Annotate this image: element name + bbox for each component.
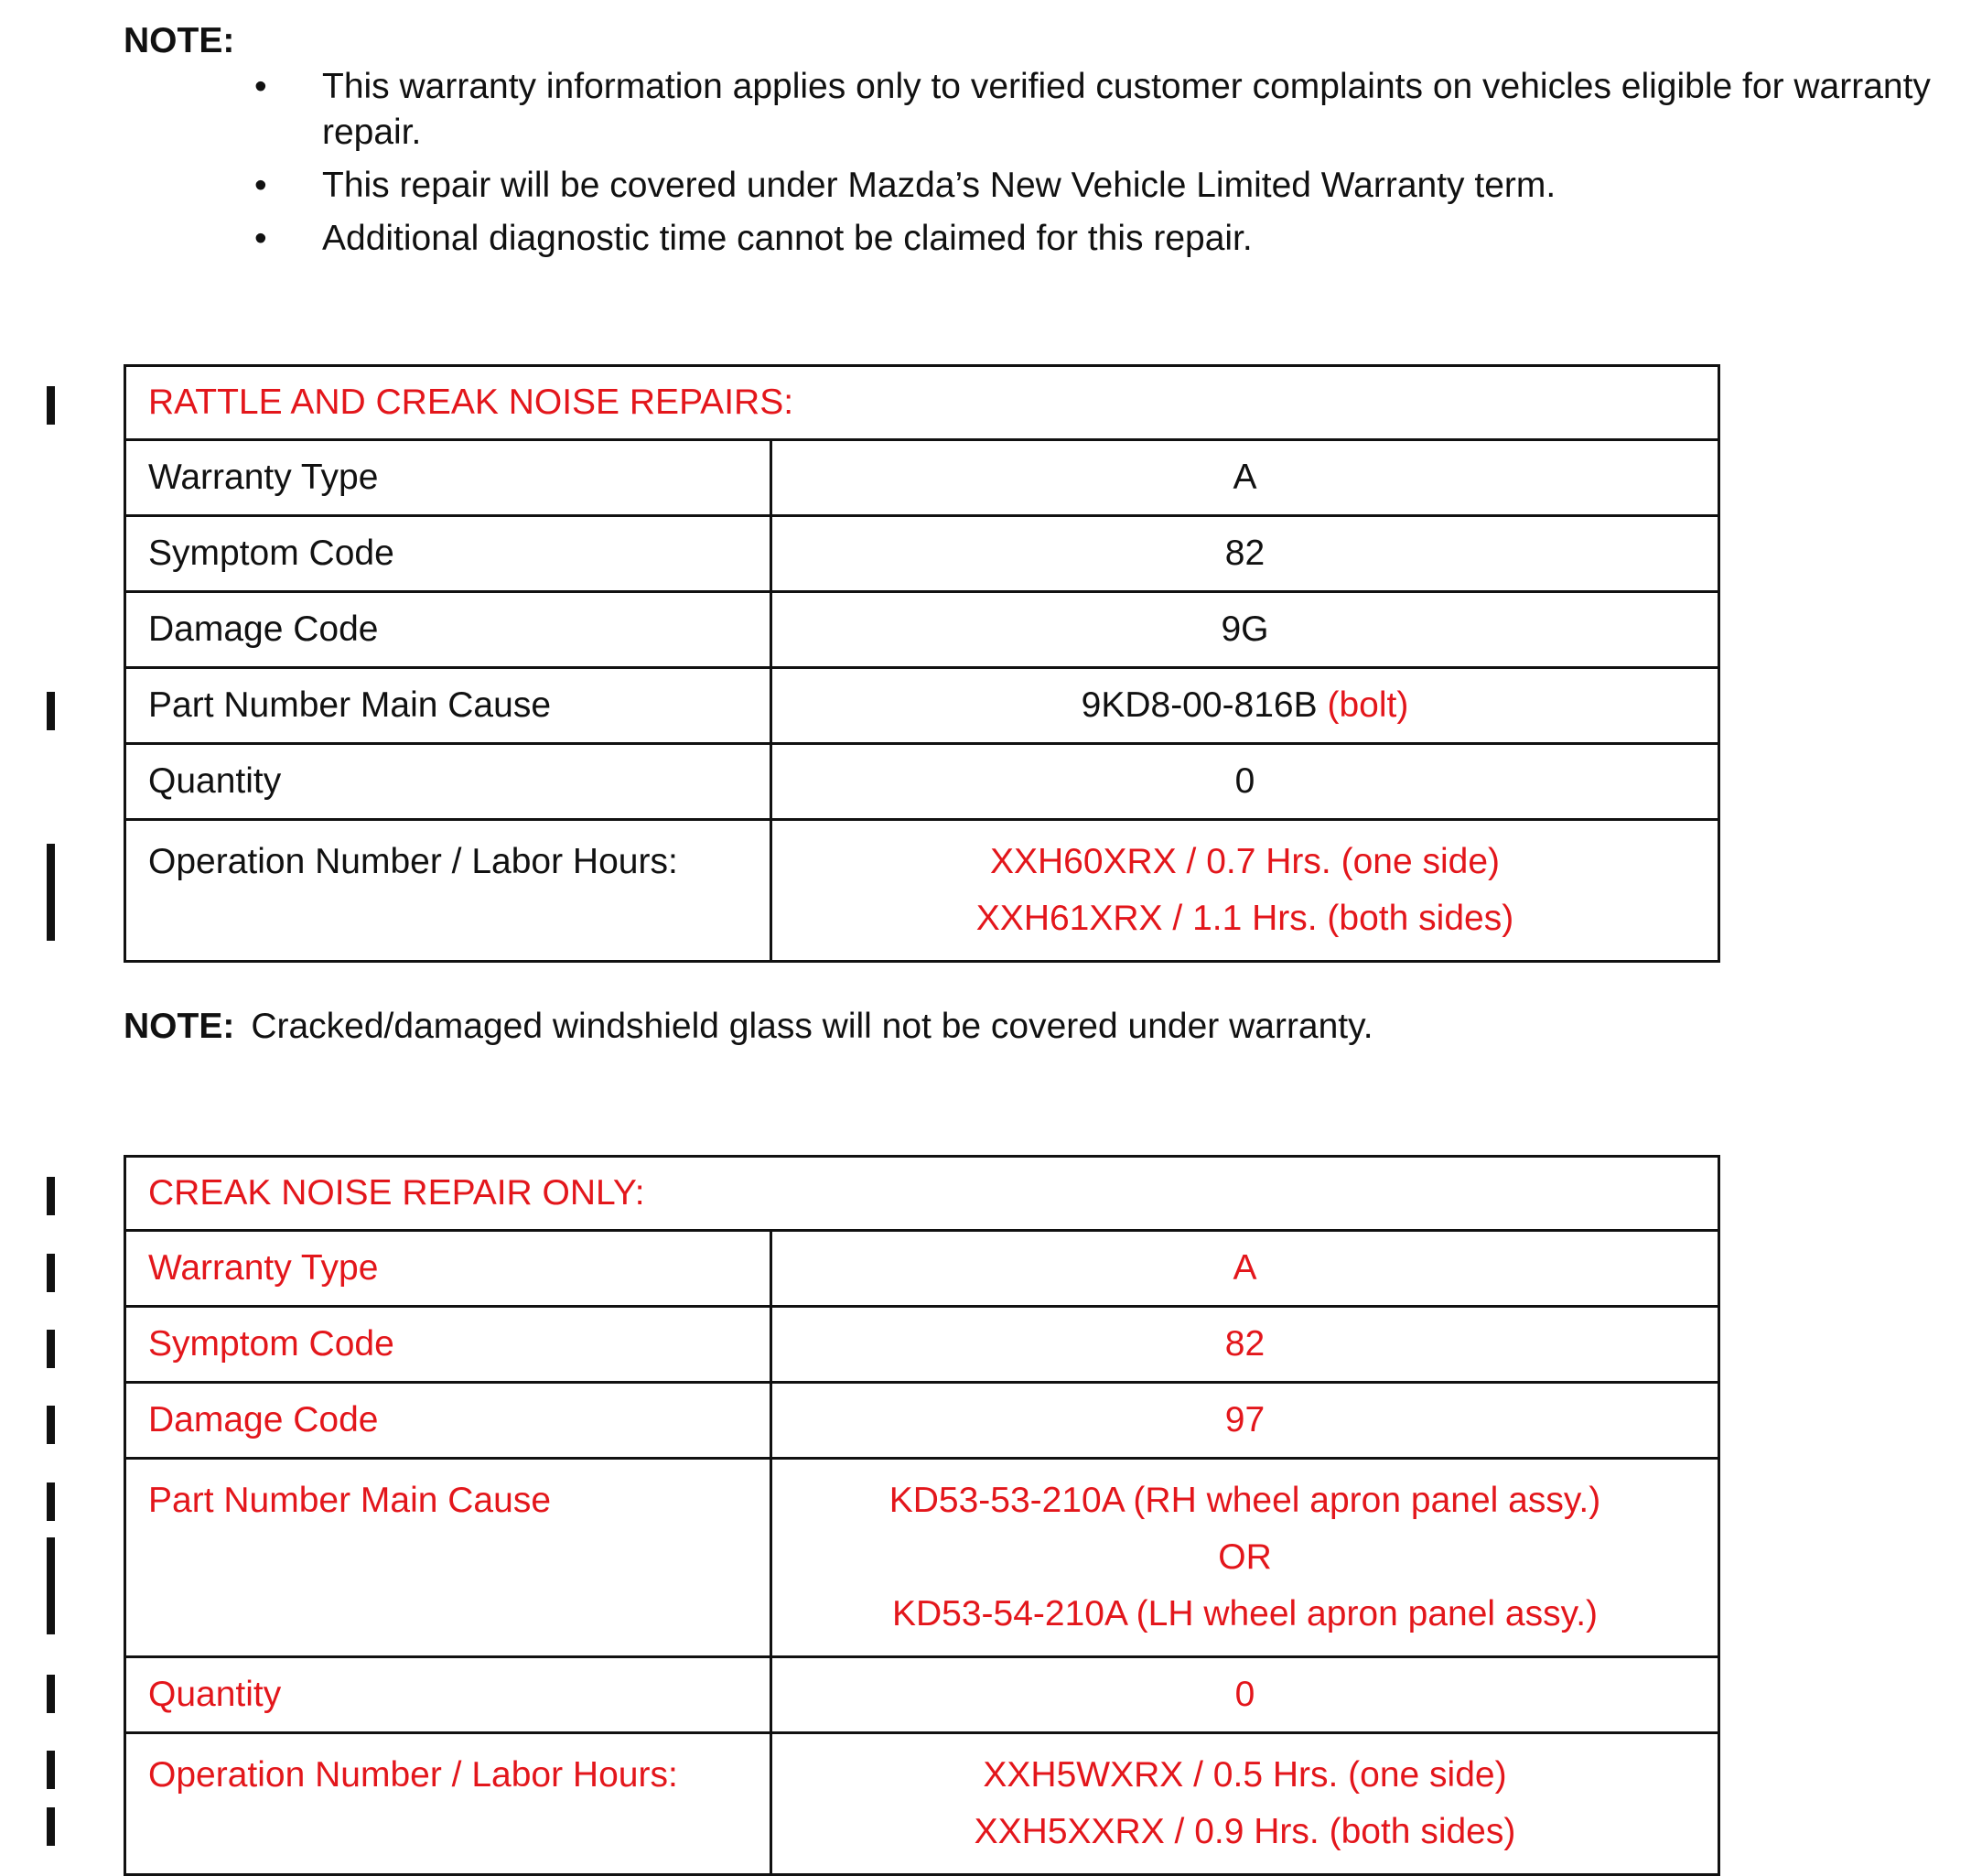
operation-line: XXH5WXRX / 0.5 Hrs. (one side) [983, 1755, 1507, 1795]
creak-repair-table [124, 1155, 1720, 1876]
row-value: 0 [771, 744, 1719, 820]
row-value [771, 820, 1719, 962]
note-bullet-text: This repair will be covered under Mazda’s New Vehicle Limited Warranty term. [322, 166, 1556, 205]
part-number: 9KD8-00-816B [1081, 685, 1318, 725]
table-row [125, 1383, 1719, 1459]
change-bar [47, 1537, 55, 1634]
table-row [125, 668, 1719, 744]
change-bar [47, 1807, 55, 1846]
change-bar [47, 1254, 55, 1292]
table-header-row [125, 1157, 1719, 1231]
table-header-row [125, 366, 1719, 440]
windshield-note [124, 1005, 1373, 1049]
row-label: Warranty Type [125, 440, 771, 516]
change-bar [47, 692, 55, 730]
row-value: A [771, 440, 1719, 516]
change-bar [47, 386, 55, 425]
row-value: 9G [771, 592, 1719, 668]
change-bar [47, 1751, 55, 1789]
table-row [125, 1231, 1719, 1307]
part-line: KD53-54-210A (LH wheel apron panel assy.) [891, 1594, 1599, 1633]
note-title: NOTE: [124, 21, 235, 60]
bullet-icon: • [254, 67, 267, 106]
change-bar [47, 1482, 55, 1521]
row-label: Warranty Type [125, 1231, 771, 1307]
row-label: Symptom Code [125, 1307, 771, 1383]
row-value: 97 [771, 1383, 1719, 1459]
table-row [125, 1657, 1719, 1733]
part-line: OR [1218, 1537, 1272, 1577]
row-label: Part Number Main Cause [125, 668, 771, 744]
row-value: 0 [771, 1657, 1719, 1733]
row-label: Part Number Main Cause [125, 1459, 771, 1657]
table-title: CREAK NOISE REPAIR ONLY: [125, 1157, 1719, 1231]
table-row [125, 516, 1719, 592]
row-label: Symptom Code [125, 516, 771, 592]
note-bullet [254, 163, 1956, 209]
operation-line: XXH5XXRX / 0.9 Hrs. (both sides) [974, 1812, 1516, 1851]
table-row [125, 440, 1719, 516]
row-value: A [771, 1231, 1719, 1307]
note-bullet [254, 64, 1956, 156]
note-bullet-list [254, 64, 1956, 269]
part-line: KD53-53-210A (RH wheel apron panel assy.) [889, 1481, 1601, 1520]
note-text: Cracked/damaged windshield glass will not be covered under warranty. [251, 1007, 1373, 1046]
change-bar [47, 844, 55, 941]
table-row [125, 1733, 1719, 1875]
change-bar [47, 1177, 55, 1215]
operation-line: XXH61XRX / 1.1 Hrs. (both sides) [975, 899, 1514, 938]
row-value [771, 668, 1719, 744]
row-value: 82 [771, 1307, 1719, 1383]
part-note: (bolt) [1327, 685, 1409, 725]
table-row [125, 1307, 1719, 1383]
table-row [125, 820, 1719, 962]
row-label: Damage Code [125, 592, 771, 668]
change-bar [47, 1675, 55, 1713]
change-bar [47, 1406, 55, 1444]
change-bar [47, 1330, 55, 1368]
operation-line: XXH60XRX / 0.7 Hrs. (one side) [989, 842, 1501, 881]
table-title: RATTLE AND CREAK NOISE REPAIRS: [125, 366, 1719, 440]
note-bullet-text: Additional diagnostic time cannot be claimed for this repair. [322, 219, 1253, 258]
table-row [125, 1459, 1719, 1657]
row-label: Operation Number / Labor Hours: [125, 1733, 771, 1875]
row-value [771, 1459, 1719, 1657]
rattle-creak-repair-table [124, 364, 1720, 963]
row-label: Quantity [125, 1657, 771, 1733]
bullet-icon: • [254, 166, 267, 205]
row-label: Quantity [125, 744, 771, 820]
row-label: Operation Number / Labor Hours: [125, 820, 771, 962]
note-bullet [254, 216, 1956, 262]
row-value [771, 1733, 1719, 1875]
note-bullet-text: This warranty information applies only to verified customer complaints on vehicles eligible for warranty repair. [322, 67, 1931, 152]
note-title: NOTE: [124, 1007, 235, 1046]
table-row [125, 744, 1719, 820]
row-label: Damage Code [125, 1383, 771, 1459]
table-row [125, 592, 1719, 668]
row-value: 82 [771, 516, 1719, 592]
bullet-icon: • [254, 219, 267, 258]
